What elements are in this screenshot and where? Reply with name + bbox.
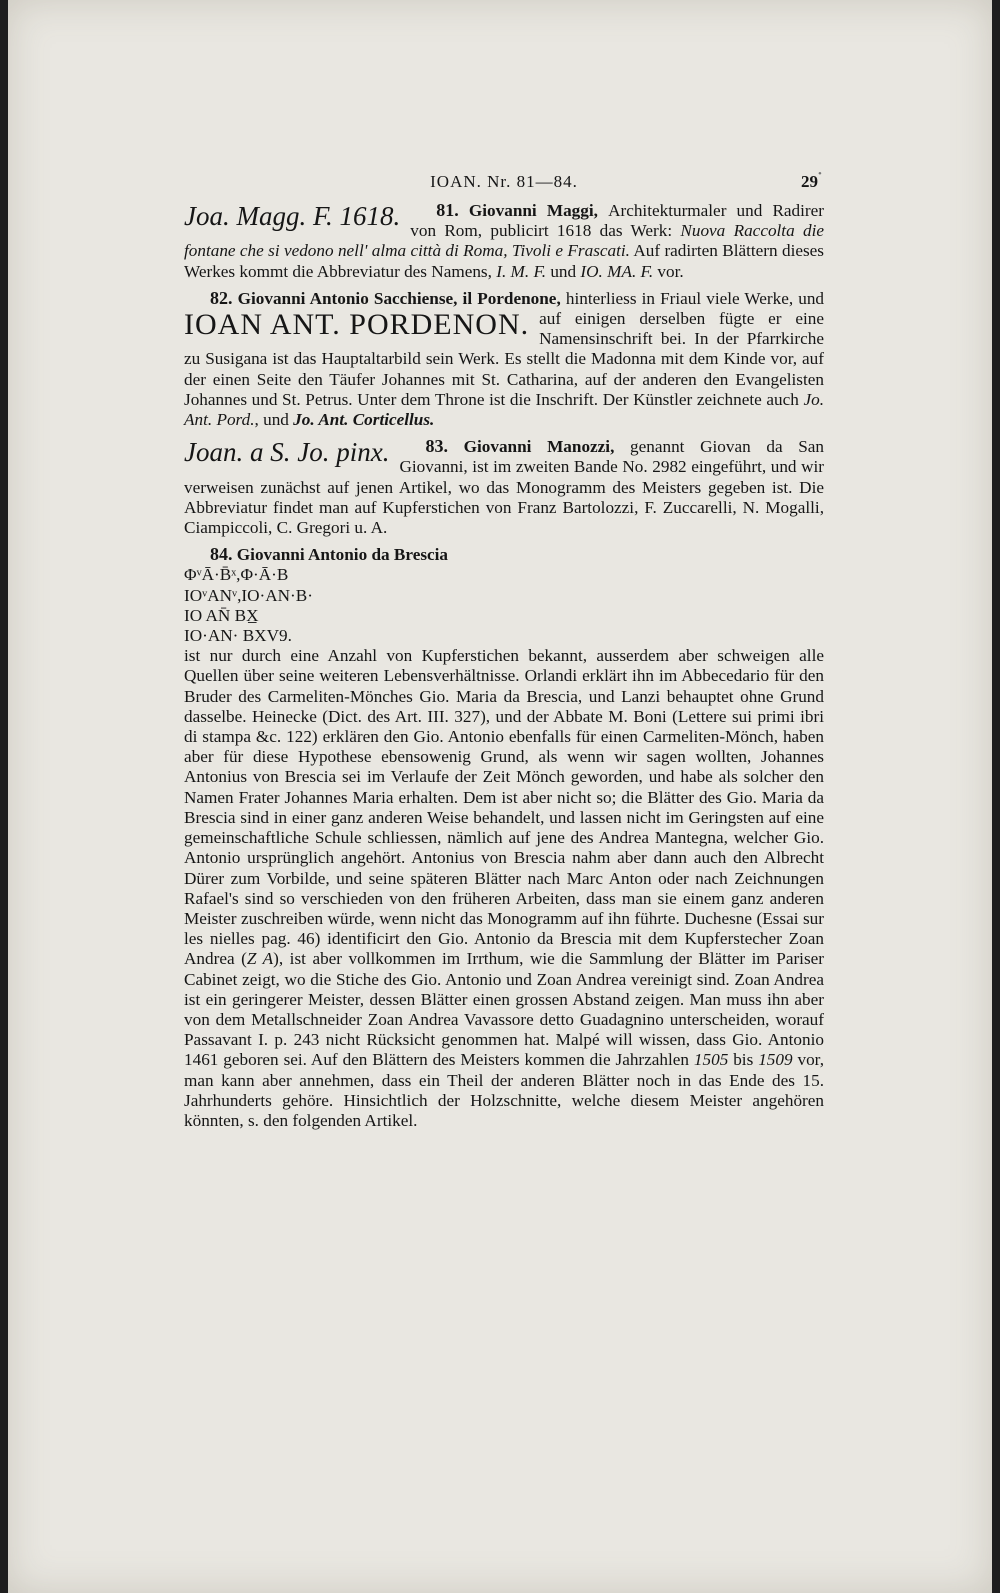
abbreviation: Z A (246, 949, 274, 969)
artist-name: Giovanni Antonio Sacchiense, il Pordenone, (237, 288, 561, 308)
entry-84 (184, 544, 824, 1131)
entry-text: ), ist aber vollkommen im Irrthum, wie die Sammlung der Blätter im Pariser Cabinet zeigt, wo die Stiche des Gio. Antonio und Zoan Andrea vereinigt sind. Zoan Andrea ist ein geringerer Meister, dessen Blätter einen grossen Abstand zeigen. Man muss ihn aber von dem Metallschneider Zoan Andrea Vavassore detto Guadagnino unterscheiden, worauf Passavant I. p. 243 nicht Rücksicht genommen hat. Malpé will wissen, dass Gio. Antonio 1461 geboren sei. Auf den Blättern des Meisters kommen die Jahrzahlen (184, 949, 824, 1070)
page-text-block (184, 172, 824, 1137)
entry-81 (184, 200, 824, 282)
artist-name: Giovanni Manozzi, (463, 437, 615, 457)
entry-82 (184, 288, 824, 430)
entry-text: vor, man kann aber annehmen, dass ein Theil der anderen Blätter noch in das Ende des 15. Jahrhunderts gehöre. Hinsichtlich der Holzschnitte, welche diesem Meister angehören könnten, s. den folgenden Artikel. (184, 1050, 824, 1130)
monogram: Joa. Magg. F. 1618. (184, 201, 401, 231)
monogram: Joan. a S. Jo. pinx. (184, 437, 390, 468)
entry-text: Auf radirten Blättern dieses Werkes kommt die Abbreviatur des Namens, (184, 241, 824, 281)
monogram-line: IO AN̄ BX̲ (184, 605, 259, 625)
entry-text: bis (728, 1050, 759, 1070)
entry-text: ist nur durch eine Anzahl von Kupferstichen bekannt, ausserdem aber schweigen alle Quellen über seine weiteren Lebensverhältnisse. Orlandi erklärt ihn im Abbecedario für den Bruder des Carmeliten-Mönches Gio. Maria da Brescia, und Lanzi behauptet ohne Grund dasselbe. Heinecke (Dict. des Art. III. 327), und der Abbate M. Boni (Lettere sui primi ibri di stampa &c. 122) erklären den Gio. Antonio ebenfalls für einen Carmeliten-Mönch, haben aber für diese Hypothese ebensowenig Grund, als wenn wir sagen wollten, Johannes Antonius von Brescia sei im Verlaufe der Zeit Mönch geworden, und habe als solcher den Namen Frater Johannes Maria erhalten. Dem ist aber nicht so; die Blätter des Gio. Maria da Brescia sind in einer ganz anderen Weise behandelt, und lassen nicht im Geringsten auf eine gemeinschaftliche Schule schliessen, nämlich auf jene des Andrea Mantegna, welcher Gio. Antonio ursprünglich angehört. Antonius von Brescia nahm aber dann auch den Albrecht Dürer zum Vorbilde, und seine späteren Blätter nach Marc Anton oder nach Zeichnungen Rafael's sind so verschieden von den früheren Arbeiten, dass man sie einem ganz anderen Meister zuschreiben würde, wenn nicht das Monogramm auf ihn führte. Duchesne (Essai sur les nielles pag. 46) identificirt den Gio. Antonio da Brescia mit dem Kupferstecher Zoan Andrea ( (184, 646, 824, 969)
year: 1509 (758, 1050, 793, 1070)
entry-number: 83. (425, 436, 448, 457)
book-title: Nuova Raccolta die fontane che si vedono nell' alma città di Roma, Tivoli e Frascati. (184, 221, 824, 261)
entry-text: vor. (653, 261, 684, 281)
entry-83 (184, 436, 824, 538)
running-title: IOAN. Nr. 81—84. (430, 172, 578, 191)
page-header (184, 172, 824, 200)
monogram-line: IOᵛANᵛ,IO·AN·B· (184, 585, 313, 605)
entry-number: 81. (436, 200, 459, 220)
scanned-page (8, 0, 992, 1593)
abbreviation: Jo. Ant. Corticellus. (293, 410, 435, 430)
page-number: 29 (801, 172, 818, 191)
margin-mark: • (818, 168, 822, 180)
abbreviation: I. M. F. (496, 261, 547, 281)
abbreviation: Jo. Ant. Pord. (184, 389, 824, 430)
entry-text: genannt Giovan da San Giovanni, ist im zweiten Bande No. 2982 eingeführt, und wir verweisen zunächst auf jenen Artikel, wo das Monogramm des Meisters gegeben ist. Die Abbreviatur findet man auf Kupferstichen von Franz Bartolozzi, F. Zuccarelli, N. Mogalli, Ciampiccoli, C. Gregori u. A. (184, 437, 825, 538)
artist-name: Giovanni Antonio da Brescia (236, 545, 449, 565)
year: 1505 (693, 1050, 729, 1070)
artist-name: Giovanni Maggi, (468, 201, 598, 220)
entry-number: 82. (210, 287, 233, 308)
monogram-line: ΦᵛĀ·B̄ˣ,Φ·Ā·B (184, 565, 289, 585)
entry-text: Architekturmaler und Radirer von Rom, publicirt 1618 das Werk: (410, 201, 824, 241)
entry-text: , und (254, 410, 294, 430)
abbreviation: IO. MA. F. (580, 261, 654, 281)
monogram-line: IO·AN· BXV9. (184, 626, 292, 646)
monogram: IOAN ANT. PORDENON. (184, 308, 530, 342)
entry-text: hinterliess in Friaul viele Werke, und auf einigen derselben fügte er eine Namensinschrift bei. In der Pfarrkirche zu Susigana ist das Hauptaltarbild sein Werk. Es stellt die Madonna mit dem Kinde vor, auf der einen Seite den Täufer Johannes mit St. Catharina, auf der anderen den Evangelisten Johannes und St. Petrus. Unter dem Throne ist die Inschrift. Der Künstler zeichnete auch (184, 288, 825, 409)
entry-text: und (546, 261, 581, 281)
entry-number: 84. (210, 544, 233, 565)
